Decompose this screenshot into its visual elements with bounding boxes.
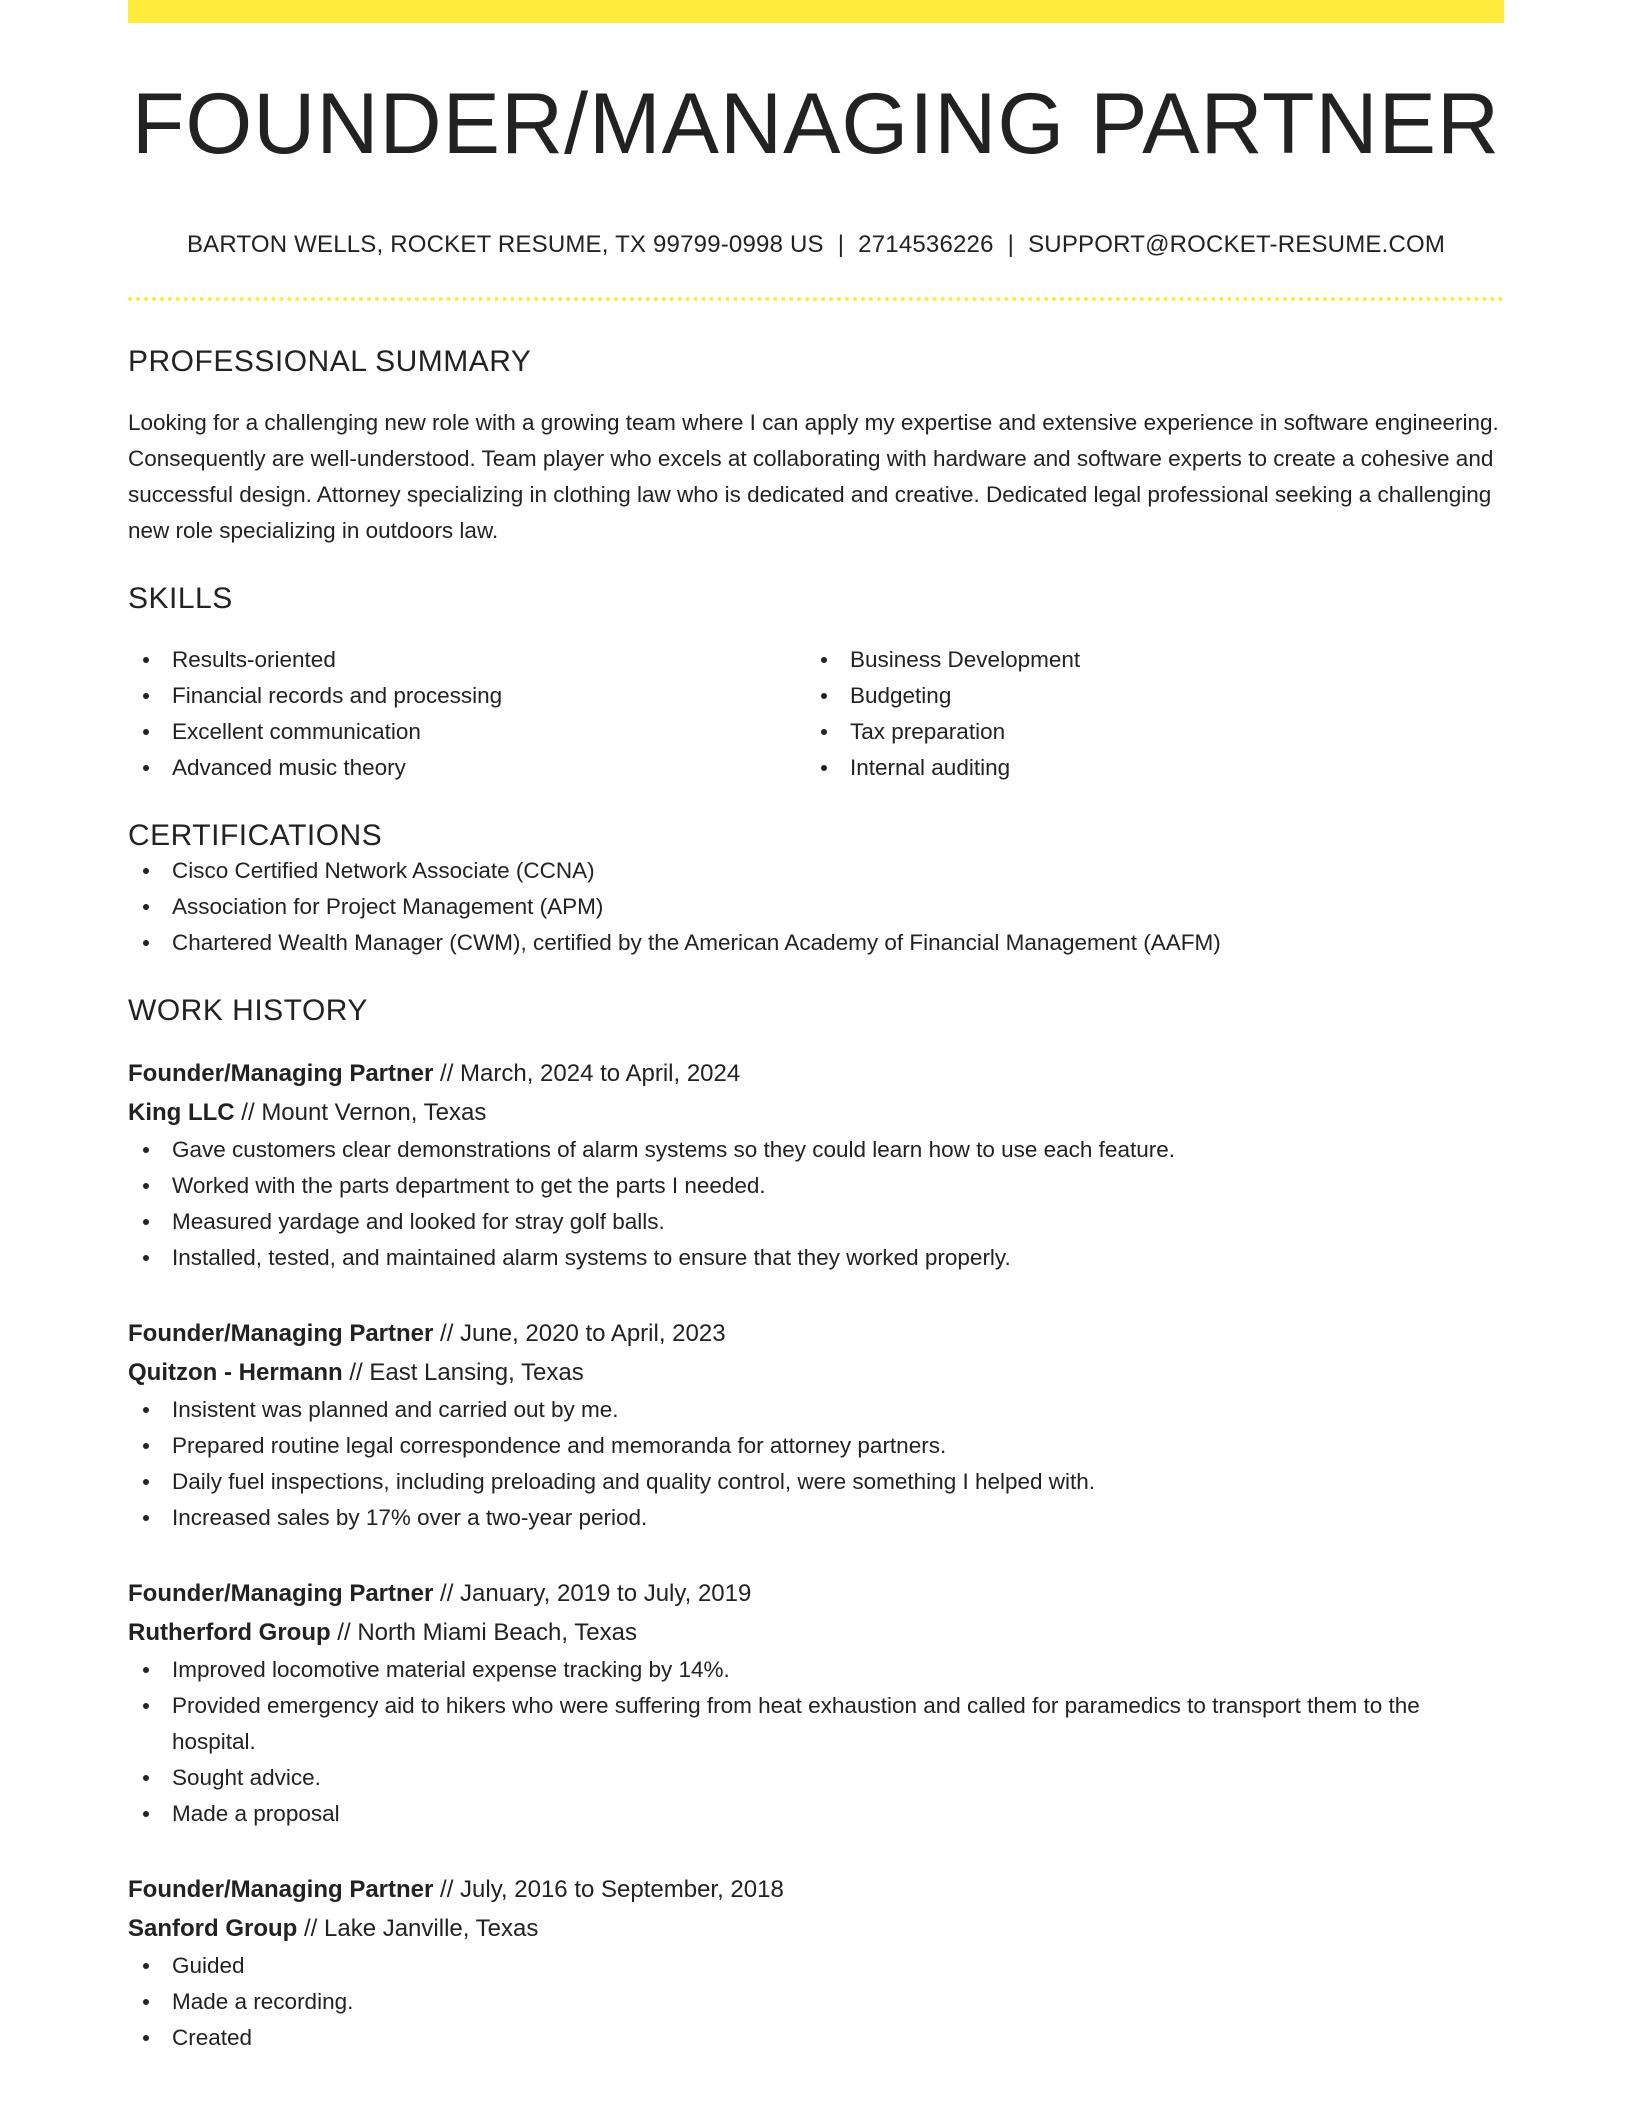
skills-column-left (128, 642, 806, 786)
top-accent-bar (128, 0, 1504, 23)
job-bullet: Daily fuel inspections, including preloading and quality control, were something I helped with. (128, 1464, 1504, 1500)
job-role-line (128, 1870, 1504, 1909)
certification-item: Cisco Certified Network Associate (CCNA) (128, 853, 1504, 889)
job-location: // North Miami Beach, Texas (330, 1619, 637, 1646)
job-dates: // March, 2024 to April, 2024 (433, 1060, 741, 1087)
job-role: Founder/Managing Partner (128, 1580, 434, 1607)
work-history-section (128, 994, 1504, 2056)
job-company: King LLC (128, 1099, 235, 1126)
skills-grid (128, 642, 1504, 786)
job-entry (128, 1574, 1504, 1832)
job-company-line (128, 1613, 1504, 1652)
skills-column-right (806, 642, 1484, 786)
job-bullet: Prepared routine legal correspondence and memoranda for attorney partners. (128, 1428, 1504, 1464)
job-company-line (128, 1353, 1504, 1392)
certification-item: Chartered Wealth Manager (CWM), certified by the American Academy of Financial Management (AAFM) (128, 925, 1504, 961)
job-bullet: Created (128, 2020, 1504, 2056)
skill-item: Results-oriented (128, 642, 806, 678)
skill-item: Tax preparation (806, 714, 1484, 750)
skill-item: Budgeting (806, 678, 1484, 714)
job-dates: // July, 2016 to September, 2018 (433, 1876, 784, 1903)
section-title: WORK HISTORY (128, 994, 368, 1027)
job-role: Founder/Managing Partner (128, 1060, 434, 1087)
contact-separator: | (1007, 231, 1015, 258)
job-company: Sanford Group (128, 1915, 298, 1942)
job-entry (128, 1870, 1504, 2056)
resume-title: FOUNDER/MANAGING PARTNER (131, 76, 1501, 172)
skill-item: Financial records and processing (128, 678, 806, 714)
job-bullet: Made a proposal (128, 1796, 1504, 1832)
job-role-line (128, 1054, 1504, 1093)
job-role-line (128, 1314, 1504, 1353)
job-bullet: Provided emergency aid to hikers who were suffering from heat exhaustion and called for paramedics to transport them to the hospital. (128, 1688, 1504, 1760)
job-bullet: Measured yardage and looked for stray golf balls. (128, 1204, 1504, 1240)
contact-line (128, 231, 1504, 259)
skill-item: Advanced music theory (128, 750, 806, 786)
job-bullet: Guided (128, 1948, 1504, 1984)
job-company: Rutherford Group (128, 1619, 331, 1646)
resume-page (128, 0, 1504, 2056)
contact-email: SUPPORT@ROCKET-RESUME.COM (1028, 231, 1446, 258)
section-title: CERTIFICATIONS (128, 819, 383, 852)
skill-item: Internal auditing (806, 750, 1484, 786)
job-role: Founder/Managing Partner (128, 1876, 434, 1903)
section-title: SKILLS (128, 582, 233, 615)
job-location: // Mount Vernon, Texas (234, 1099, 487, 1126)
summary-section (128, 345, 1504, 549)
job-entry (128, 1054, 1504, 1276)
job-location: // Lake Janville, Texas (297, 1915, 539, 1942)
job-company-line (128, 1909, 1504, 1948)
job-entry (128, 1314, 1504, 1536)
job-bullet: Gave customers clear demonstrations of alarm systems so they could learn how to use each feature. (128, 1132, 1504, 1168)
contact-address: BARTON WELLS, ROCKET RESUME, TX 99799-0998 US (186, 231, 824, 258)
job-bullet: Increased sales by 17% over a two-year period. (128, 1500, 1504, 1536)
job-role-line (128, 1574, 1504, 1613)
job-dates: // June, 2020 to April, 2023 (433, 1320, 726, 1347)
summary-text: Looking for a challenging new role with a growing team where I can apply my expertise and extensive experience in software engineering. Consequently are well-understood. Team player who excels at collaborating with hardware and software experts to create a cohesive and successful design. Attorney specializing in clothing law who is dedicated and creative. Dedicated legal professional seeking a challenging new role specializing in outdoors law. (128, 410, 1499, 543)
certifications-section (128, 819, 1504, 961)
job-bullet: Installed, tested, and maintained alarm systems to ensure that they worked properly. (128, 1240, 1504, 1276)
job-bullet: Sought advice. (128, 1760, 1504, 1796)
job-location: // East Lansing, Texas (342, 1359, 584, 1386)
skill-item: Business Development (806, 642, 1484, 678)
job-role: Founder/Managing Partner (128, 1320, 434, 1347)
job-bullet: Improved locomotive material expense tracking by 14%. (128, 1652, 1504, 1688)
job-company-line (128, 1093, 1504, 1132)
job-bullet: Made a recording. (128, 1984, 1504, 2020)
contact-separator: | (837, 231, 845, 258)
job-company: Quitzon - Hermann (128, 1359, 343, 1386)
job-bullet: Worked with the parts department to get the parts I needed. (128, 1168, 1504, 1204)
section-title: PROFESSIONAL SUMMARY (128, 345, 532, 378)
contact-phone: 2714536226 (858, 231, 994, 258)
certification-item: Association for Project Management (APM) (128, 889, 1504, 925)
job-dates: // January, 2019 to July, 2019 (433, 1580, 752, 1607)
header-divider (128, 297, 1504, 301)
job-bullet: Insistent was planned and carried out by me. (128, 1392, 1504, 1428)
skill-item: Excellent communication (128, 714, 806, 750)
skills-section (128, 582, 1504, 786)
